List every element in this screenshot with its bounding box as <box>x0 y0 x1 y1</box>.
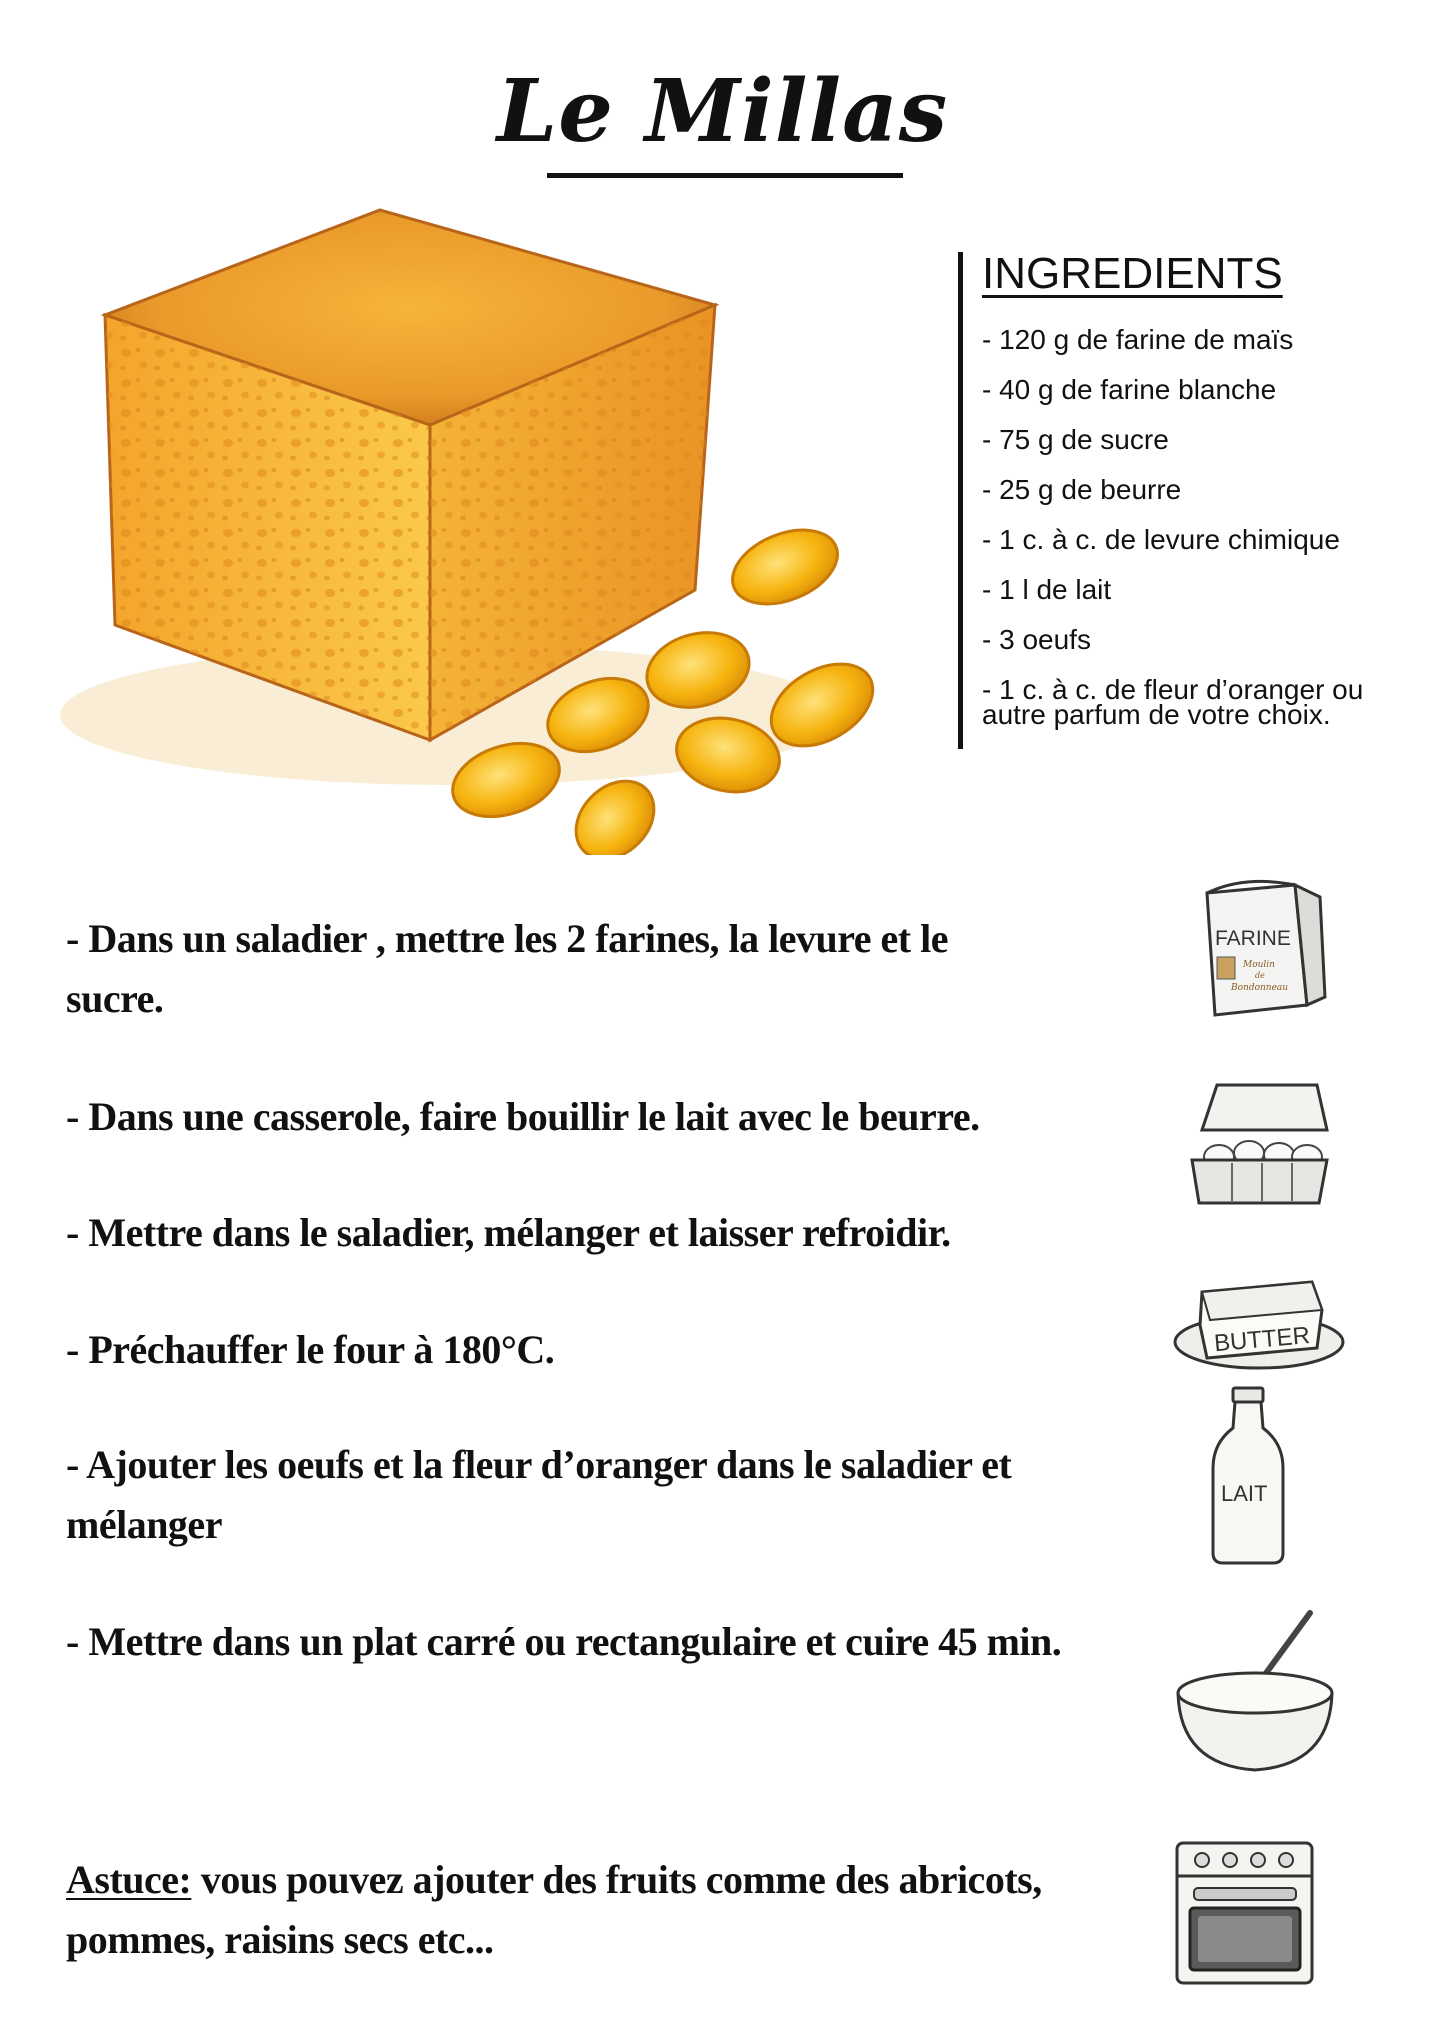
ingredient-item: - 1 c. à c. de levure chimique <box>982 524 1340 555</box>
ingredient-item: - 3 oeufs <box>982 624 1091 655</box>
milk-bottle-icon <box>1203 1383 1293 1568</box>
flour-brand-line2: de <box>1255 971 1265 980</box>
ingredient-item: - 25 g de beurre <box>982 474 1182 505</box>
flour-brand-line1: Moulin <box>1243 960 1275 970</box>
oven-icon <box>1172 1838 1317 1988</box>
ingredient-item: - 1 l de lait <box>982 574 1112 605</box>
ingredient-item: - 75 g de sucre <box>982 424 1169 455</box>
mixing-bowl-icon <box>1170 1605 1340 1775</box>
butter-icon <box>1172 1270 1347 1380</box>
tip-paragraph <box>66 1850 1126 1970</box>
step-4: - Préchauffer le four à 180°C. <box>66 1327 555 1372</box>
ingredient-item: - 40 g de farine blanche <box>982 374 1277 405</box>
flour-bag-icon <box>1195 875 1335 1025</box>
page-title: Le Millas <box>496 61 949 162</box>
egg-carton-icon <box>1177 1075 1337 1215</box>
milk-label: LAIT <box>1221 1481 1268 1506</box>
ingredients-sidebar-line <box>958 252 963 749</box>
ingredient-item: - 120 g de farine de maïs <box>982 324 1294 355</box>
step-6: - Mettre dans un plat carré ou rectangulaire et cuire 45 min. <box>66 1619 1062 1664</box>
step-2: - Dans une casserole, faire bouillir le lait avec le beurre. <box>66 1094 980 1139</box>
title-underline <box>547 173 903 178</box>
butter-label: BUTTER <box>1213 1321 1311 1358</box>
step-3: - Mettre dans le saladier, mélanger et laisser refroidir. <box>66 1210 951 1255</box>
step-1: - Dans un saladier , mettre les 2 farines, la levure et le sucre. <box>66 916 948 1021</box>
flour-brand-line3: Bondonneau <box>1231 983 1289 993</box>
ingredients-heading: INGREDIENTS <box>982 249 1283 298</box>
ingredients-list <box>982 318 1422 730</box>
millas-cake-illustration <box>50 195 910 855</box>
flour-label: FARINE <box>1215 927 1291 950</box>
tip-text: vous pouvez ajouter des fruits comme des abricots, pommes, raisins secs etc... <box>66 1857 1042 1962</box>
ingredient-item: - 1 c. à c. de fleur d’oranger ou autre parfum de votre choix. <box>982 674 1364 730</box>
step-5: - Ajouter les oeufs et la fleur d’oranger dans le saladier et mélanger <box>66 1442 1012 1547</box>
tip-label: Astuce: <box>66 1857 192 1902</box>
